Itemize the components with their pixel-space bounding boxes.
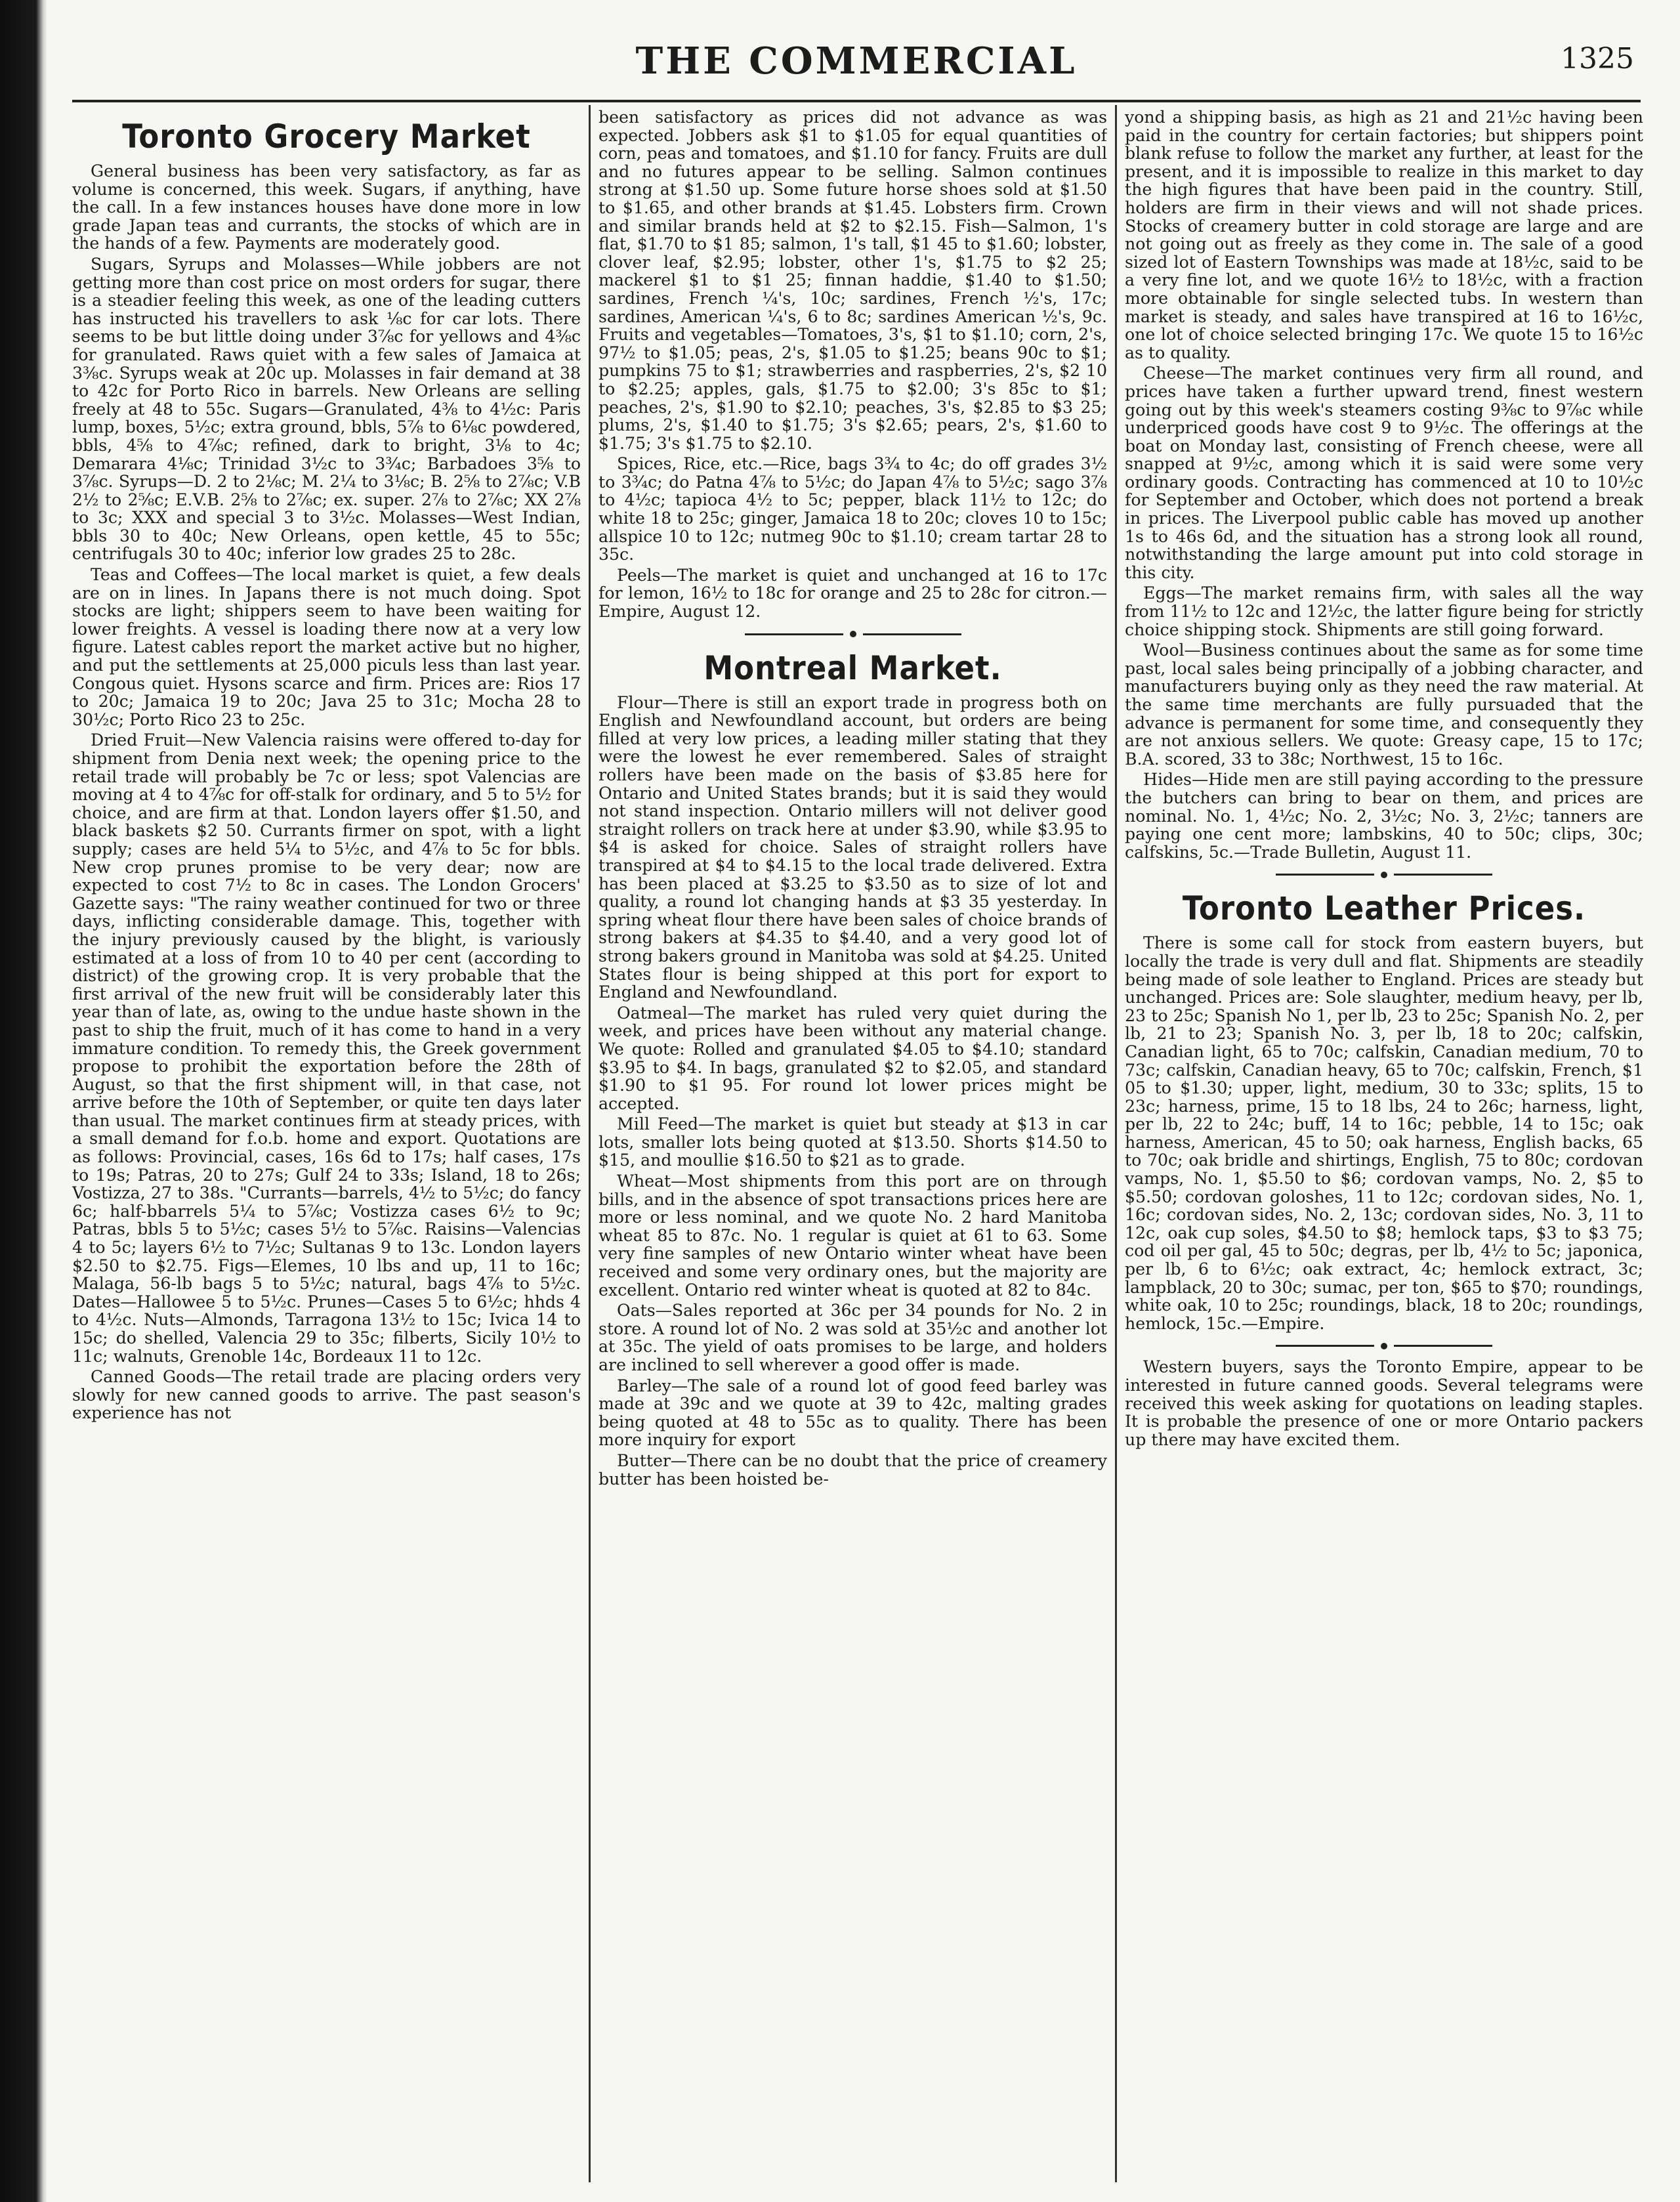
column-rule-1 [589, 105, 591, 2182]
paragraph: Eggs—The market remains firm, with sales all the way from 11½ to 12c and 12½c, the latter figure being for strictly choice shipping stock. Shipments are still going forward. [1125, 583, 1643, 639]
paragraph: Spices, Rice, etc.—Rice, bags 3¾ to 4c; do off grades 3½ to 3¾c; do Patna 4⅞ to 5½c; do Japan 4⅞ to 5½c; sago 3⅞ to 4½c; tapioca 4½ to 5c; pepper, black 11½ to 12c; do white 18 to 25c; ginger, Jamaica 18 to 20c; cloves 10 to 15c; allspice 10 to 12c; nutmeg 90c to $1.10; cream tartar 28 to 35c. [598, 454, 1107, 564]
paragraph: There is some call for stock from eastern buyers, but locally the trade is very dull and flat. Shipments are steadily being made of sole leather to England. Prices are steady but unchanged. Prices are: Sole slaughter, medium heavy, per lb, 23 to 25c; Spanish No 1, per lb, 23 to 25c; Spanish No. 2, per lb, 21 to 23; Spanish No. 3, per lb, 18 to 20c; calfskin, Canadian light, 65 to 70c; calfskin, Canadian medium, 70 to 73c; calfskin, Canadian heavy, 65 to 70c; calfskin, French, $1 05 to $1.30; upper, light, medium, 30 to 33c; splits, 15 to 23c; harness, prime, 15 to 18 lbs, 24 to 26c; harness, light, per lb, 22 to 24c; buff, 14 to 16c; pebble, 14 to 15c; oak harness, American, 45 to 50; oak harness, English backs, 65 to 70c; oak bridle and shirtings, English, 75 to 80c; cordovan vamps, No. 1, $5.50 to $6; cordovan vamps, No. 2, $5 to $5.50; cordovan goloshes, 11 to 12c; cordovan sides, No. 1, 16c; cordovan sides, No. 2, 13c; cordovan sides, No. 3, 11 to 12c, oak cup soles, $4.50 to $8; hemlock taps, $3 to $3 75; cod oil per gal, 45 to 50c; degras, per lb, 4½ to 5c; japonica, per lb, 6 to 6½c; oak extract, 4c; hemlock extract, 3c; lampblack, 20 to 30c; sumac, per ton, $65 to $70; roundings, white oak, 10 to 25c; roundings, black, 18 to 20c; roundings, hemlock, 15c.—Empire. [1125, 933, 1643, 1333]
paragraph: Dried Fruit—New Valencia raisins were offered to-day for shipment from Denia next week; the opening price to the retail trade will probably be 7c or less; spot Valencias are moving at 4 to 4⅞c for off-stalk for ordinary, and 5 to 5½ for choice, and are firm at that. London layers offer $1.50, and black baskets $2 50. Currants firmer on spot, with a light supply; cases are held 5¼ to 5½c, and 4⅞ to 5c for bbls. New crop prunes promise to be very dear; now are expected to cost 7½ to 8c in cases. The London Grocers' Gazette says: "The rainy weather continued for two or three days, inflicting considerable damage. This, together with the injury previously caused by the blight, is variously estimated at a loss of from 10 to 40 per cent (according to district) of the growing crop. It is very probable that the first arrival of the new fruit will be considerably later this year than of late, as, owing to the undue haste shown in the past to ship the fruit, much of it has come to hand in a very immature condition. To remedy this, the Greek government propose to prohibit the exportation before the 28th of August, so that the first shipment will, in that case, not arrive before the 10th of September, or quite ten days later than usual. The market continues firm at steady prices, with a small demand for f.o.b. home and export. Quotations are as follows: Provincial, cases, 16s 6d to 17s; half cases, 17s to 19s; Patras, 20 to 27s; Gulf 24 to 33s; Island, 18 to 26s; Vostizza, 27 to 38s. "Currants—barrels, 4½ to 5½c; do fancy 6c; half-bbarrels 5¼ to 5⅞c; Vostizza cases 6½ to 9c; Patras, bbls 5 to 5½c; cases 5½ to 5⅞c. Raisins—Valencias 4 to 5c; layers 6½ to 7½c; Sultanas 9 to 13c. London layers $2.50 to $2.75. Figs—Elemes, 10 lbs and up, 11 to 16c; Malaga, 56-lb bags 5 to 5½c; natural, bags 4⅞ to 5½c. Dates—Hallowee 5 to 5½c. Prunes—Cases 5 to 6½c; hhds 4 to 4½c. Nuts—Almonds, Tarragona 13½ to 15c; Ivica 14 to 15c; do shelled, Valencia 29 to 35c; filberts, Sicily 10½ to 11c; walnuts, Grenoble 14c, Bordeaux 11 to 12c. [72, 730, 581, 1366]
masthead: THE COMMERCIAL [635, 39, 1078, 83]
paragraph: Flour—There is still an export trade in progress both on English and Newfoundland account, but orders are being filled at very low prices, a leading miller stating that they were the lowest he ever remembered. Sales of straight rollers have been made on the basis of $3.85 here for Ontario and United States brands; but it is said they would not stand inspection. Ontario millers will not deliver good straight rollers on track here at under $3.90, while $3.95 to $4 is asked for choice. Sales of straight rollers have transpired at $4 to $4.15 to the local trade delivered. Extra has been placed at $3.25 to $3.50 as to size of lot and quality, a round lot changing hands at $3 35 yesterday. In spring wheat flour there have been sales of choice brands of strong bakers at $4.35 to $4.40, and a very good lot of strong bakers ground in Manitoba was sold at $4.25. United States flour is being shipped at this port for export to England and Newfoundland. [598, 692, 1107, 1002]
column-2 [598, 108, 1107, 2182]
section-separator [1125, 1339, 1643, 1351]
article-title-toronto-leather: Toronto Leather Prices. [1182, 889, 1586, 928]
page-number: 1325 [1561, 42, 1634, 75]
paragraph: Canned Goods—The retail trade are placing orders very slowly for new canned goods to arrive. The past season's experience has not [72, 1367, 581, 1423]
article-title-toronto-grocery: Toronto Grocery Market [122, 117, 531, 156]
paragraph: Wool—Business continues about the same as for some time past, local sales being principally of a jobbing character, and manufacturers buying only as they need the raw material. At the same time merchants are fully pursuaded that the advance is permanent for some time, and consequently they are not anxious sellers. We quote: Greasy cape, 15 to 17c; B.A. scored, 33 to 38c; Northwest, 15 to 16c. [1125, 641, 1643, 769]
column-3 [1125, 108, 1643, 2182]
paragraph: been satisfactory as prices did not advance as was expected. Jobbers ask $1 to $1.05 for equal quantities of corn, peas and tomatoes, and $1.10 for fancy. Fruits are dull and no futures appear to be selling. Salmon continues strong at $1.50 up. Some future horse shoes sold at $1.50 to $1.65, and other brands at $1.45. Lobsters firm. Crown and similar brands held at $2 to $2.15. Fish—Salmon, 1's flat, $1.70 to $1 85; salmon, 1's tall, $1 45 to $1.60; lobster, clover leaf, $2.95; lobster, other 1's, $1.75 to $2 25; mackerel $1 to $1 25; finnan haddie, $1.40 to $1.50; sardines, French ¼'s, 10c; sardines, French ½'s, 17c; sardines, American ¼'s, 6 to 8c; sardines American ½'s, 9c. Fruits and vegetables—Tomatoes, 3's, $1 to $1.10; corn, 2's, 97½ to $1.05; peas, 2's, $1.05 to $1.25; beans 90c to $1; pumpkins 75 to $1; strawberries and raspberries, 2's, $2 10 to $2.25; apples, gals, $1.75 to $2.00; 3's 85c to $1; peaches, 2's, $1.90 to $2.10; peaches, 3's, $2.85 to $3 25; plums, 2's, $1.40 to $1.75; 3's $2.65; pears, 2's, $1.60 to $1.75; 3's $1.75 to $2.10. [598, 108, 1107, 453]
section-separator [1125, 868, 1643, 880]
paragraph: Sugars, Syrups and Molasses—While jobbers are not getting more than cost price on most orders for sugar, there is a steadier feeling this week, as one of the leading cutters has instructed his travellers to ask ⅛c for car lots. There seems to be but little doing under 3⅞c for yellows and 4⅜c for granulated. Raws quiet with a few sales of Jamaica at 3⅜c. Syrups weak at 20c up. Molasses in fair demand at 38 to 42c for Porto Rico in barrels. New Orleans are selling freely at 48 to 55c. Sugars—Granulated, 4⅜ to 4½c: Paris lump, boxes, 5½c; extra ground, bbls, 5⅞ to 6⅛c powdered, bbls, 4⅝ to 4⅞c; refined, dark to bright, 3⅛ to 4c; Demarara 4⅛c; Trinidad 3½c to 3¾c; Barbadoes 3⅝ to 3⅞c. Syrups—D. 2 to 2⅛c; M. 2¼ to 3⅛c; B. 2⅝ to 2⅞c; V.B 2½ to 2⅝c; E.V.B. 2⅝ to 2⅞c; ex. super. 2⅞ to 2⅞c; XX 2⅞ to 3c; XXX and special 3 to 3½c. Molasses—West Indian, bbls 30 to 40c; New Orleans, open kettle, 45 to 55c; centrifugals 30 to 40c; inferior low grades 25 to 28c. [72, 254, 581, 564]
article-title-montreal-market: Montreal Market. [704, 648, 1002, 687]
paragraph: Oats—Sales reported at 36c per 34 pounds for No. 2 in store. A round lot of No. 2 was sold at 35½c and another lot at 35c. The yield of oats promises to be large, and holders are inclined to sell wherever a good offer is made. [598, 1301, 1107, 1374]
paragraph: Teas and Coffees—The local market is quiet, a few deals are on in lines. In Japans there is not much doing. Spot stocks are light; shippers seem to have been waiting for lower freights. A vessel is loading there now at a very low figure. Latest cables report the market active but no higher, and put the settlements at 25,000 piculs less than last year. Congous quiet. Hysons scarce and firm. Prices are: Rios 17 to 20c; Jamaica 19 to 20c; Java 25 to 31c; Mocha 28 to 30½c; Porto Rico 23 to 25c. [72, 565, 581, 729]
section-separator [598, 627, 1107, 640]
paragraph: Mill Feed—The market is quiet but steady at $13 in car lots, smaller lots being quoted at $13.50. Shorts $14.50 to $15, and moullie $16.50 to $21 as to grade. [598, 1114, 1107, 1170]
paragraph: Western buyers, says the Toronto Empire, appear to be interested in future canned goods. Several telegrams were received this week asking for quotations on leading staples. It is probable the presence of one or more Ontario packers up there may have excited them. [1125, 1357, 1643, 1449]
column-rule-2 [1115, 105, 1117, 2182]
paragraph: General business has been very satisfactory, as far as volume is concerned, this week. Sugars, if anything, have the call. In a few instances houses have done more in low grade Japan teas and currants, the stocks of which are in the hands of a few. Payments are moderately good. [72, 161, 581, 253]
page-header [72, 39, 1641, 92]
paragraph: Cheese—The market continues very firm all round, and prices have taken a further upward trend, finest western going out by this week's steamers costing 9⅜c to 9⅞c while underpriced goods have cost 9 to 9½c. The offerings at the boat on Monday last, consisting of French cheese, were all snapped at 9½c, among which it is said were some very ordinary goods. Contracting has commenced at 10 to 10½c for September and October, which does not portend a break in prices. The Liverpool public cable has moved up another 1s to 46s 6d, and the situation has a strong look all round, notwithstanding the large amount put into cold storage in this city. [1125, 364, 1643, 582]
paragraph: Oatmeal—The market has ruled very quiet during the week, and prices have been without any material change. We quote: Rolled and granulated $4.05 to $4.10; standard $3.95 to $4. In bags, granulated $2 to $2.05, and standard $1.90 to $1 95. For round lot lower prices might be accepted. [598, 1003, 1107, 1113]
paragraph: Hides—Hide men are still paying according to the pressure the butchers can bring to bear on them, and prices are nominal. No. 1, 4½c; No. 2, 3½c; No. 3, 2½c; tanners are paying one cent more; lambskins, 40 to 50c; clips, 30c; calfskins, 5c.—Trade Bulletin, August 11. [1125, 770, 1643, 862]
paragraph: Peels—The market is quiet and unchanged at 16 to 17c for lemon, 16½ to 18c for orange and 25 to 28c for citron.—Empire, August 12. [598, 565, 1107, 622]
paragraph: Wheat—Most shipments from this port are on through bills, and in the absence of spot transactions prices here are more or less nominal, and we quote No. 2 hard Manitoba wheat 85 to 87c. No. 1 regular is quiet at 61 to 63. Some very fine samples of new Ontario winter wheat have been received and some very ordinary ones, but the majority are excellent. Ontario red winter wheat is quoted at 82 to 84c. [598, 1172, 1107, 1300]
binding-spine [0, 0, 47, 2202]
paragraph: Butter—There can be no doubt that the price of creamery butter has been hoisted be- [598, 1450, 1107, 1489]
paragraph: yond a shipping basis, as high as 21 and 21½c having been paid in the country for certain factories; but shippers point blank refuse to follow the market any further, at least for the present, and it is impossible to realize in this market to day the high figures that have been paid in the country. Still, holders are firm in their views and will not shade prices. Stocks of creamery butter in cold storage are large and are not going out as freely as they come in. The sale of a good sized lot of Eastern Townships was made at 18½c, said to be a very fine lot, and we quote 16½ to 18½c, with a fraction more obtainable for single selected tubs. In western than market is steady, and sales have transpired at 16 to 16½c, one lot of choice selected bringing 17c. We quote 15 to 16½c as to quality. [1125, 108, 1643, 362]
column-1 [72, 108, 581, 2182]
header-rule [72, 100, 1641, 102]
paragraph: Barley—The sale of a round lot of good feed barley was made at 39c and we quote at 39 to 42c, malting grades being quoted at 48 to 55c as to quality. There has been more inquiry for export [598, 1376, 1107, 1450]
